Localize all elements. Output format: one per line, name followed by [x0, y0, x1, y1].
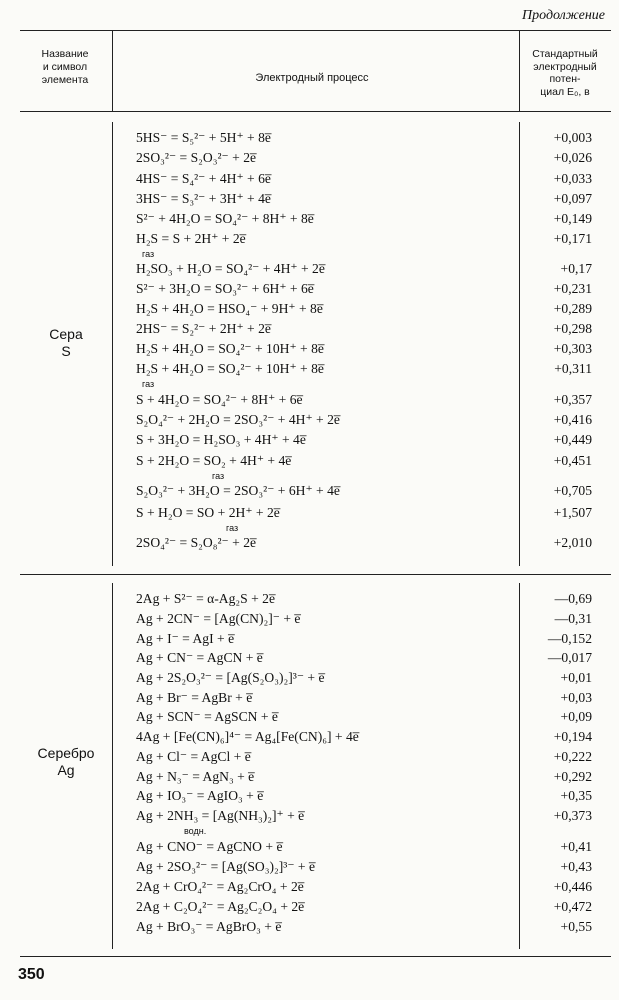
sulfur-divider-left	[112, 122, 113, 566]
silver-potential-value: +0,43	[560, 859, 592, 874]
sulfur-potential-value: +0,003	[553, 130, 592, 145]
silver-potential-value: —0,017	[547, 650, 592, 665]
element-name: Сера	[49, 326, 83, 342]
header-potential-line: электродный	[533, 60, 597, 73]
silver-reaction-equation: Ag + IO₃⁻ = AgIO₃ + e̅	[136, 788, 264, 803]
sulfur-reaction-equation: 4HS⁻ = S₄²⁻ + 4H⁺ + 6e̅	[136, 171, 271, 186]
header-potential-line: Стандартный	[532, 48, 598, 60]
sulfur-reaction-equation: S + 4H₂O = SO₄²⁻ + 8H⁺ + 6e̅	[136, 392, 303, 407]
sulfur-potential-value: +0,17	[560, 261, 592, 276]
silver-reaction-equation: Ag + Br⁻ = AgBr + e̅	[136, 690, 253, 705]
sulfur-reaction-equation: H₂S + 4H₂O = HSO₄⁻ + 9H⁺ + 8e̅	[136, 301, 323, 316]
header-standard-potential	[519, 48, 611, 98]
silver-reaction-equation: Ag + CN⁻ = AgCN + e̅	[136, 650, 263, 665]
sulfur-reaction-equation: S²⁻ + 3H₂O = SO₃²⁻ + 6H⁺ + 6e̅	[136, 281, 314, 296]
silver-reaction-equation: 2Ag + S²⁻ = α-Ag₂S + 2e̅	[136, 591, 276, 606]
silver-potential-value: +0,194	[553, 729, 592, 744]
silver-potential-value: +0,292	[553, 769, 592, 784]
sulfur-reaction-equation: 3HS⁻ = S₃²⁻ + 3H⁺ + 4e̅	[136, 191, 271, 206]
silver-divider-left	[112, 583, 113, 949]
silver-element-label	[20, 745, 112, 779]
header-divider-left	[112, 30, 113, 111]
silver-potential-value: —0,152	[547, 631, 592, 646]
sulfur-state-note: газ	[142, 249, 155, 259]
header-element-line: элемента	[41, 74, 89, 86]
sulfur-state-note: газ	[142, 379, 155, 389]
sulfur-reaction-equation: S²⁻ + 4H₂O = SO₄²⁻ + 8H⁺ + 8e̅	[136, 211, 314, 226]
sulfur-reaction-equation: S + H₂O = SO + 2H⁺ + 2e̅	[136, 505, 280, 520]
silver-reaction-equation: Ag + CNO⁻ = AgCNO + e̅	[136, 839, 283, 854]
sulfur-potential-value: +0,171	[553, 231, 592, 246]
silver-reaction-equation: Ag + SCN⁻ = AgSCN + e̅	[136, 709, 278, 724]
element-symbol: S	[61, 343, 71, 359]
silver-potential-value: +0,472	[553, 899, 592, 914]
silver-reaction-equation: Ag + I⁻ = AgI + e̅	[136, 631, 235, 646]
silver-divider-right	[519, 583, 520, 949]
sulfur-reaction-equation: H₂S + 4H₂O = SO₄²⁻ + 10H⁺ + 8e̅	[136, 361, 324, 376]
sulfur-potential-value: +0,033	[553, 171, 592, 186]
sulfur-reaction-equation: H₂SO₃ + H₂O = SO₄²⁻ + 4H⁺ + 2e̅	[136, 261, 325, 276]
sulfur-potential-value: +0,416	[553, 412, 592, 427]
sulfur-potential-value: +0,097	[553, 191, 592, 206]
silver-reaction-equation: Ag + 2SO₃²⁻ = [Ag(SO₃)₂]³⁻ + e̅	[136, 859, 316, 874]
sulfur-potential-value: +2,010	[553, 535, 592, 550]
silver-potential-value: +0,09	[560, 709, 592, 724]
sulfur-potential-value: +0,705	[553, 483, 592, 498]
table-bottom-rule	[20, 956, 611, 957]
sulfur-potential-value: +0,298	[553, 321, 592, 336]
silver-potential-value: —0,69	[554, 591, 592, 606]
sulfur-potential-value: +1,507	[553, 505, 592, 520]
sulfur-reaction-equation: S + 3H₂O = H₂SO₃ + 4H⁺ + 4e̅	[136, 432, 306, 447]
silver-potential-value: +0,41	[560, 839, 592, 854]
silver-potential-value: +0,446	[553, 879, 592, 894]
silver-potential-value: +0,01	[560, 670, 592, 685]
silver-state-note: водн.	[184, 826, 207, 836]
element-symbol: Ag	[57, 762, 75, 778]
silver-reaction-equation: Ag + BrO₃⁻ = AgBrO₃ + e̅	[136, 919, 282, 934]
sulfur-reaction-equation: 2HS⁻ = S₂²⁻ + 2H⁺ + 2e̅	[136, 321, 271, 336]
silver-reaction-equation: Ag + 2S₂O₃²⁻ = [Ag(S₂O₃)₂]³⁻ + e̅	[136, 670, 325, 685]
silver-potential-value: +0,373	[553, 808, 592, 823]
silver-reaction-equation: Ag + 2CN⁻ = [Ag(CN)₂]⁻ + e̅	[136, 611, 301, 626]
sulfur-potential-value: +0,289	[553, 301, 592, 316]
silver-potential-value: —0,31	[554, 611, 592, 626]
sulfur-reaction-equation: 2SO₃²⁻ = S₂O₃²⁻ + 2e̅	[136, 150, 257, 165]
silver-reaction-equation: 2Ag + CrO₄²⁻ = Ag₂CrO₄ + 2e̅	[136, 879, 304, 894]
table-top-rule	[20, 30, 611, 31]
silver-reaction-equation: 2Ag + C₂O₄²⁻ = Ag₂C₂O₄ + 2e̅	[136, 899, 305, 914]
element-name: Серебро	[37, 745, 95, 761]
silver-reaction-equation: Ag + N₃⁻ = AgN₃ + e̅	[136, 769, 255, 784]
header-element-line: и символ	[42, 61, 88, 73]
silver-reaction-equation: Ag + 2NH₃ = [Ag(NH₃)₂]⁺ + e̅	[136, 808, 305, 823]
sulfur-potential-value: +0,231	[553, 281, 592, 296]
sulfur-potential-value: +0,311	[554, 361, 592, 376]
header-element-name	[26, 48, 104, 87]
silver-reaction-equation: Ag + Cl⁻ = AgCl + e̅	[136, 749, 251, 764]
sulfur-element-label	[20, 326, 112, 360]
sulfur-state-note: газ	[226, 523, 239, 533]
silver-reaction-equation: 4Ag + [Fe(CN)₆]⁴⁻ = Ag₄[Fe(CN)₆] + 4e̅	[136, 729, 359, 744]
sulfur-potential-value: +0,451	[553, 453, 592, 468]
sulfur-reaction-equation: 2SO₄²⁻ = S₂O₈²⁻ + 2e̅	[136, 535, 257, 550]
continuation-label: Продолжение	[522, 8, 605, 23]
page-number: 350	[18, 966, 45, 983]
sulfur-reaction-equation: S₂O₄²⁻ + 2H₂O = 2SO₃²⁻ + 4H⁺ + 2e̅	[136, 412, 340, 427]
sulfur-reaction-equation: H₂S = S + 2H⁺ + 2e̅	[136, 231, 246, 246]
header-electrode-process: Электродный процесс	[255, 72, 369, 84]
silver-potential-value: +0,222	[553, 749, 592, 764]
sulfur-reaction-equation: 5HS⁻ = S₅²⁻ + 5H⁺ + 8e̅	[136, 130, 271, 145]
silver-potential-value: +0,35	[560, 788, 592, 803]
sulfur-potential-value: +0,149	[553, 211, 592, 226]
header-bottom-rule	[20, 111, 611, 112]
sulfur-potential-value: +0,357	[553, 392, 592, 407]
sulfur-potential-value: +0,303	[553, 341, 592, 356]
header-potential-line: потен-	[549, 73, 581, 85]
sulfur-potential-value: +0,449	[553, 432, 592, 447]
sulfur-reaction-equation: H₂S + 4H₂O = SO₄²⁻ + 10H⁺ + 8e̅	[136, 341, 324, 356]
sulfur-reaction-equation: S₂O₃²⁻ + 3H₂O = 2SO₃²⁻ + 6H⁺ + 4e̅	[136, 483, 340, 498]
sulfur-reaction-equation: S + 2H₂O = SO₂ + 4H⁺ + 4e̅	[136, 453, 292, 468]
sulfur-state-note: газ	[212, 471, 225, 481]
section-divider-rule	[20, 574, 611, 575]
header-element-line: Название	[41, 48, 89, 60]
sulfur-divider-right	[519, 122, 520, 566]
header-potential-line: циал E₀, в	[540, 85, 590, 98]
sulfur-potential-value: +0,026	[553, 150, 592, 165]
silver-potential-value: +0,55	[560, 919, 592, 934]
silver-potential-value: +0,03	[560, 690, 592, 705]
